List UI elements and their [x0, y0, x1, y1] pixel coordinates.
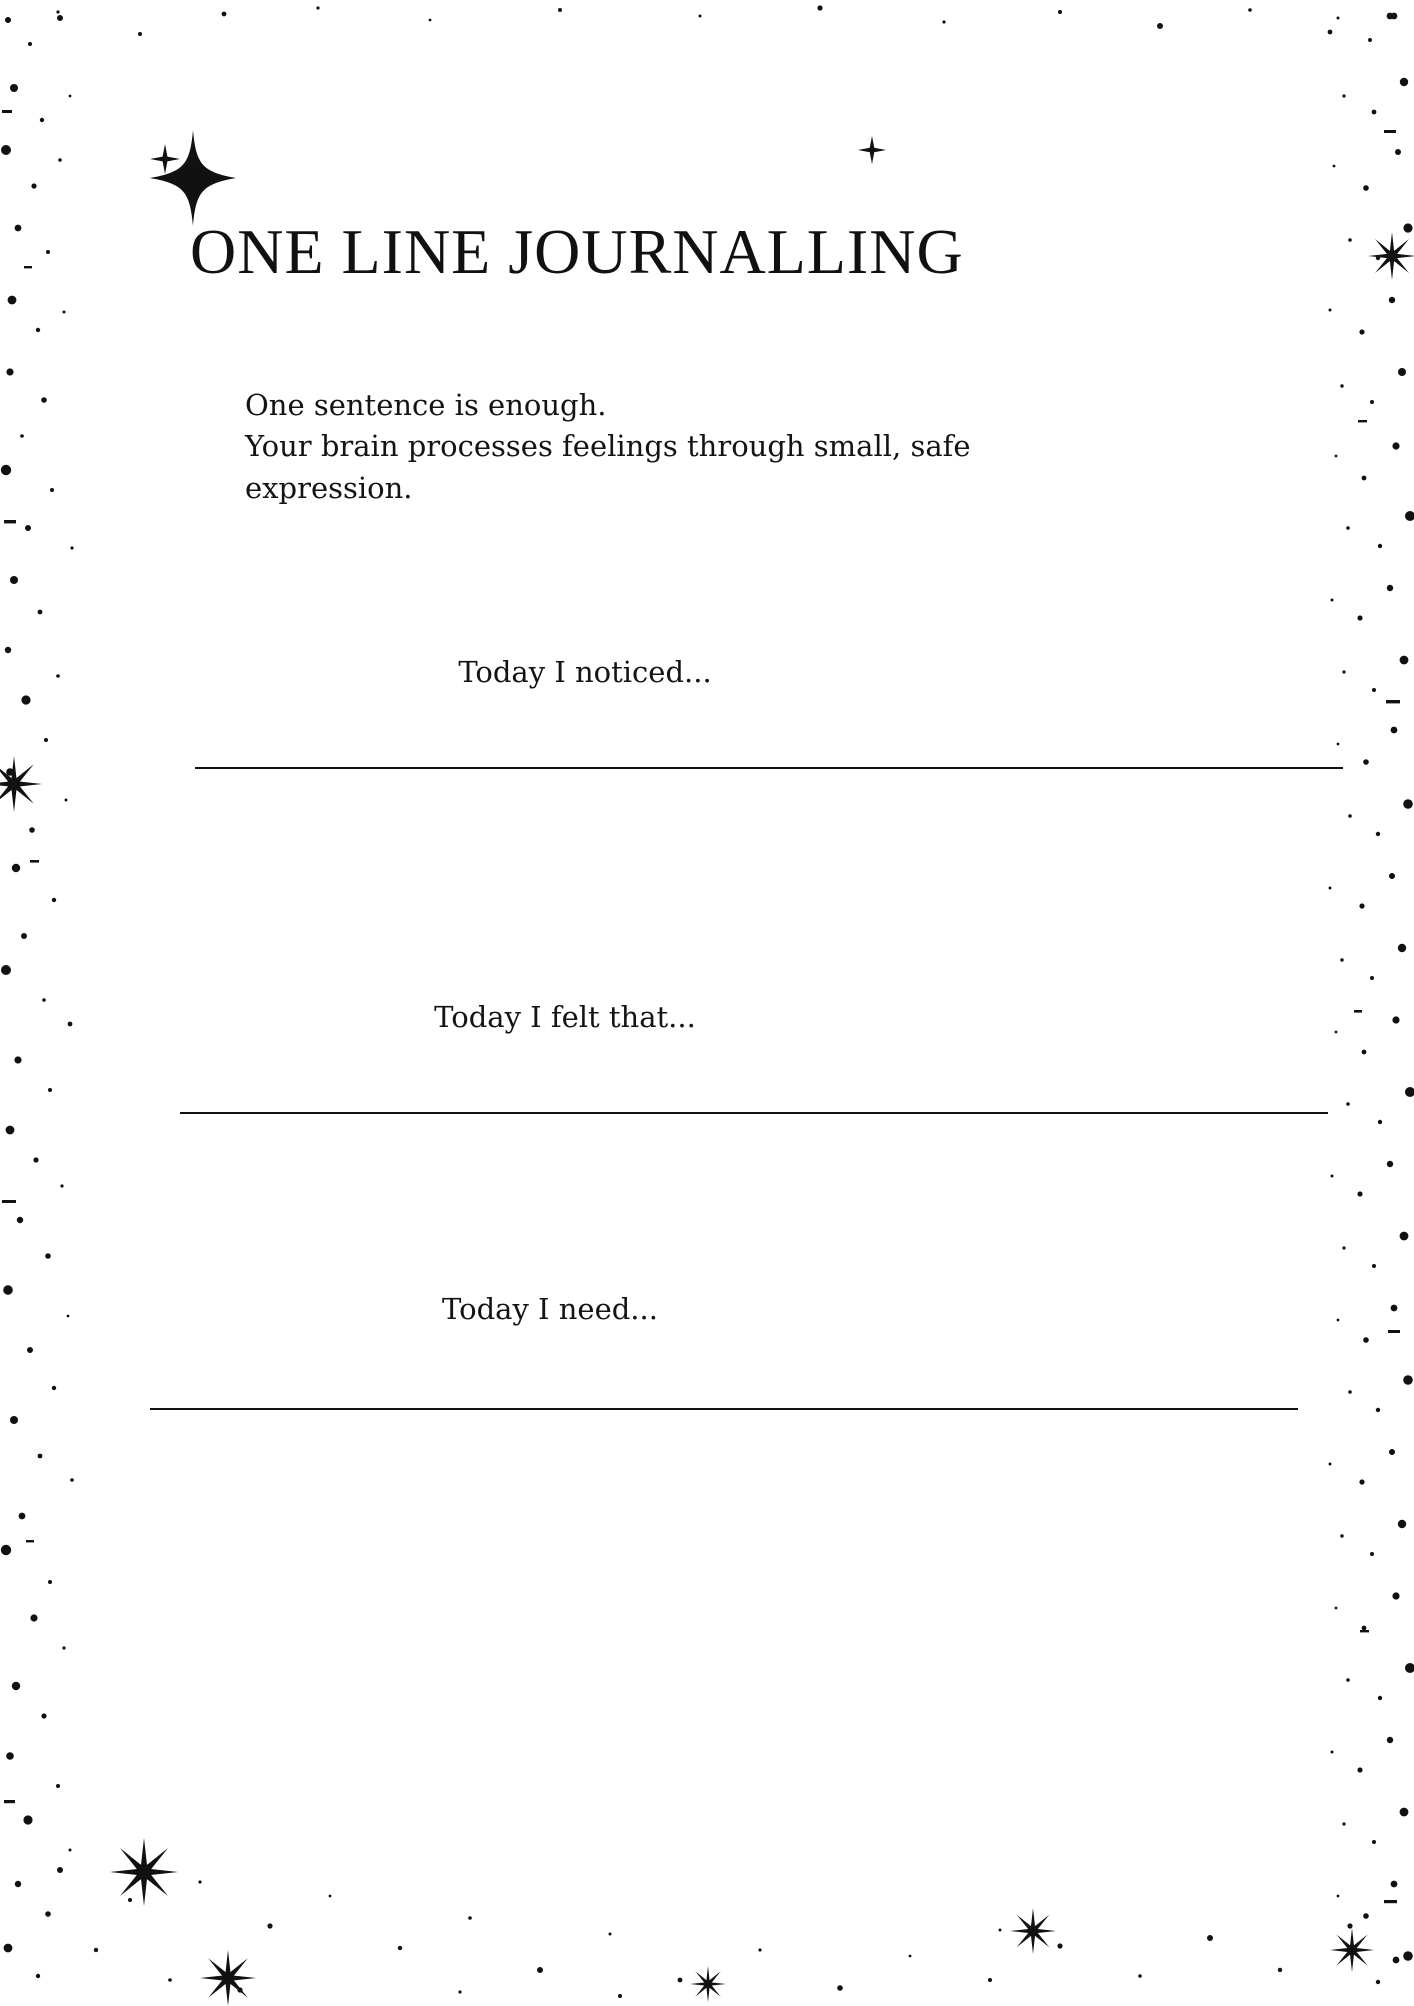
write-line-1[interactable]	[195, 767, 1343, 769]
prompt-block-3	[150, 1292, 1298, 1410]
small-sparkle-icon	[856, 134, 888, 166]
burst-sparkle-icon	[200, 1950, 256, 2006]
four-point-star-icon	[150, 130, 236, 226]
burst-sparkle-icon	[0, 756, 42, 812]
burst-sparkle-icon	[1010, 1908, 1056, 1954]
prompt-label-today-i-noticed: Today I noticed...	[458, 655, 712, 689]
burst-sparkle-icon	[1368, 232, 1414, 280]
prompt-label-today-i-need: Today I need...	[442, 1292, 658, 1326]
prompt-label-today-i-felt-that: Today I felt that...	[434, 1000, 696, 1034]
prompt-block-1	[195, 655, 1343, 769]
intro-line-2: Your brain processes feelings through small, safe	[245, 429, 971, 464]
burst-sparkle-icon	[1330, 1928, 1374, 1972]
ink-speckle-bottom-border	[0, 1830, 1414, 2000]
intro-line-1: One sentence is enough.	[245, 388, 607, 422]
write-line-3[interactable]	[150, 1408, 1298, 1410]
ink-speckle-top-border	[0, 0, 1414, 70]
page-title: ONE LINE JOURNALLING	[190, 215, 964, 287]
page-title-row	[190, 175, 964, 328]
burst-sparkle-icon	[110, 1838, 178, 1906]
write-line-2[interactable]	[180, 1112, 1328, 1114]
burst-sparkle-icon	[690, 1966, 726, 2002]
intro-line-3: expression.	[245, 470, 413, 505]
ink-speckle-left-border	[0, 0, 120, 2000]
intro-text	[245, 385, 1145, 509]
prompt-block-2	[180, 1000, 1328, 1114]
